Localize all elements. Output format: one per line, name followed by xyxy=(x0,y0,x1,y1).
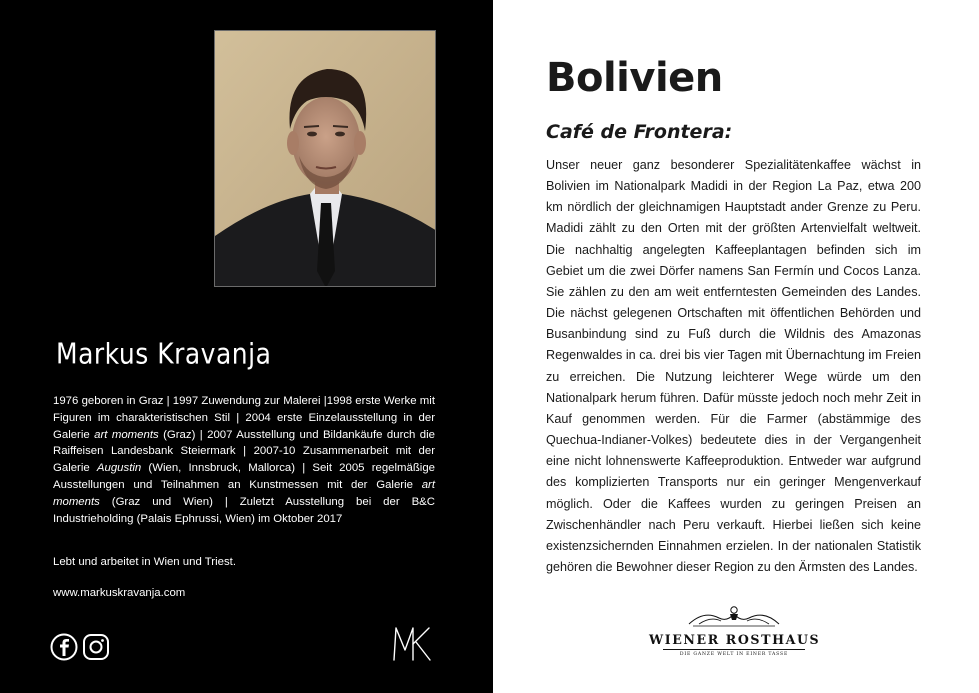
article-body xyxy=(546,155,921,578)
bio-gallery-name: art moments xyxy=(94,428,159,441)
bio-gallery-name: art moments xyxy=(53,478,435,508)
artist-photo xyxy=(214,30,436,287)
artist-bio xyxy=(53,393,435,527)
brand-logo xyxy=(649,604,819,657)
facebook-icon[interactable] xyxy=(50,633,78,666)
coffee-crest-icon xyxy=(649,604,819,628)
brand-divider xyxy=(663,649,805,650)
brand-name: WIENER ROSTHAUS xyxy=(649,632,821,647)
instagram-icon[interactable] xyxy=(82,633,110,666)
article-body-paragraph: Unser neuer ganz besonderer Spezialitätenkaffee wächst in Bolivien im Nationalpark Madidi in der Region La Paz, etwa 200 km nördlich der gleichnamigen Hauptstadt ander Grenze zu Peru. Madidi zählt zu den Orten mit der größten Artenvielfalt weltweit. Die nachhaltig angelegten Kaffeeplantagen befinden sich im Gebiet um die zwei Dörfer namens San Fermín und Cocos Lanza. Sie zählen zu den am weit entferntesten Gemeinden des Landes. Die nächst gelegenen Ortschaften mit öffentlichen Behörden und Busanbindung sind zu Fuß durch die Wildnis des Amazonas Regenwaldes in ca. drei bis vier Tagen mit Übernachtung im Freien zu erreichen. Die Nutzung leichterer Wege würde um den Nationalpark herum führen. Dafür müsste jedoch noch mehr Zeit in Kauf genommen werden. Für die Farmer (abstämmige des Quechua-Indianer-Volkes) bedeutete dies in der Vergangenheit eine nicht lohnenswerte Kaffeeproduktion. Entweder war aufgrund des komplizierten Transports nur ein geringer Mengenverkauf möglich. Oder die Kaffees wurden zu geringen Preisen an Zwischenhändler nach Peru verkauft. Hierbei ließen sich keine existenzsichernden Einnahmen erzielen. In der nationalen Statistik gehören die Bewohner dieser Region zu den Ärmsten des Landes. xyxy=(546,158,921,574)
bio-text: (Wien, Innsbruck, Mallorca) | Seit 2005 regelmäßige Ausstellungen und Teilnahmen an Kunstmessen mit der Galerie xyxy=(53,462,435,491)
article-subtitle: Café de Frontera: xyxy=(546,121,733,143)
artist-lives: Lebt und arbeitet in Wien und Triest. xyxy=(53,556,236,568)
mk-monogram-logo xyxy=(391,624,433,667)
bio-text: (Graz) | 2007 Ausstellung und Bildankäufe durch die Raiffeisen Landesbank Steiermark | 2007-10 Zusammenarbeit mit der Galerie xyxy=(53,428,435,475)
bio-text: 1976 geboren in Graz | 1997 Zuwendung zur Malerei |1998 erste Werke mit Figuren im charakteristischen Stil | 2004 erste Einzelausstellung in der Galerie xyxy=(53,395,435,441)
artist-website-link[interactable]: www.markuskravanja.com xyxy=(53,587,186,599)
bio-text: (Graz und Wien) | Zuletzt Ausstellung bei der B&C Industrieholding (Palais Ephrussi, Wien) im Oktober 2017 xyxy=(53,495,435,525)
bio-gallery-name: Augustin xyxy=(96,462,142,475)
social-icons xyxy=(50,633,110,666)
artist-name: Markus Kravanja xyxy=(56,337,272,371)
brand-tagline: DIE GANZE WELT IN EINER TASSE xyxy=(679,652,789,657)
article-title: Bolivien xyxy=(546,55,723,101)
